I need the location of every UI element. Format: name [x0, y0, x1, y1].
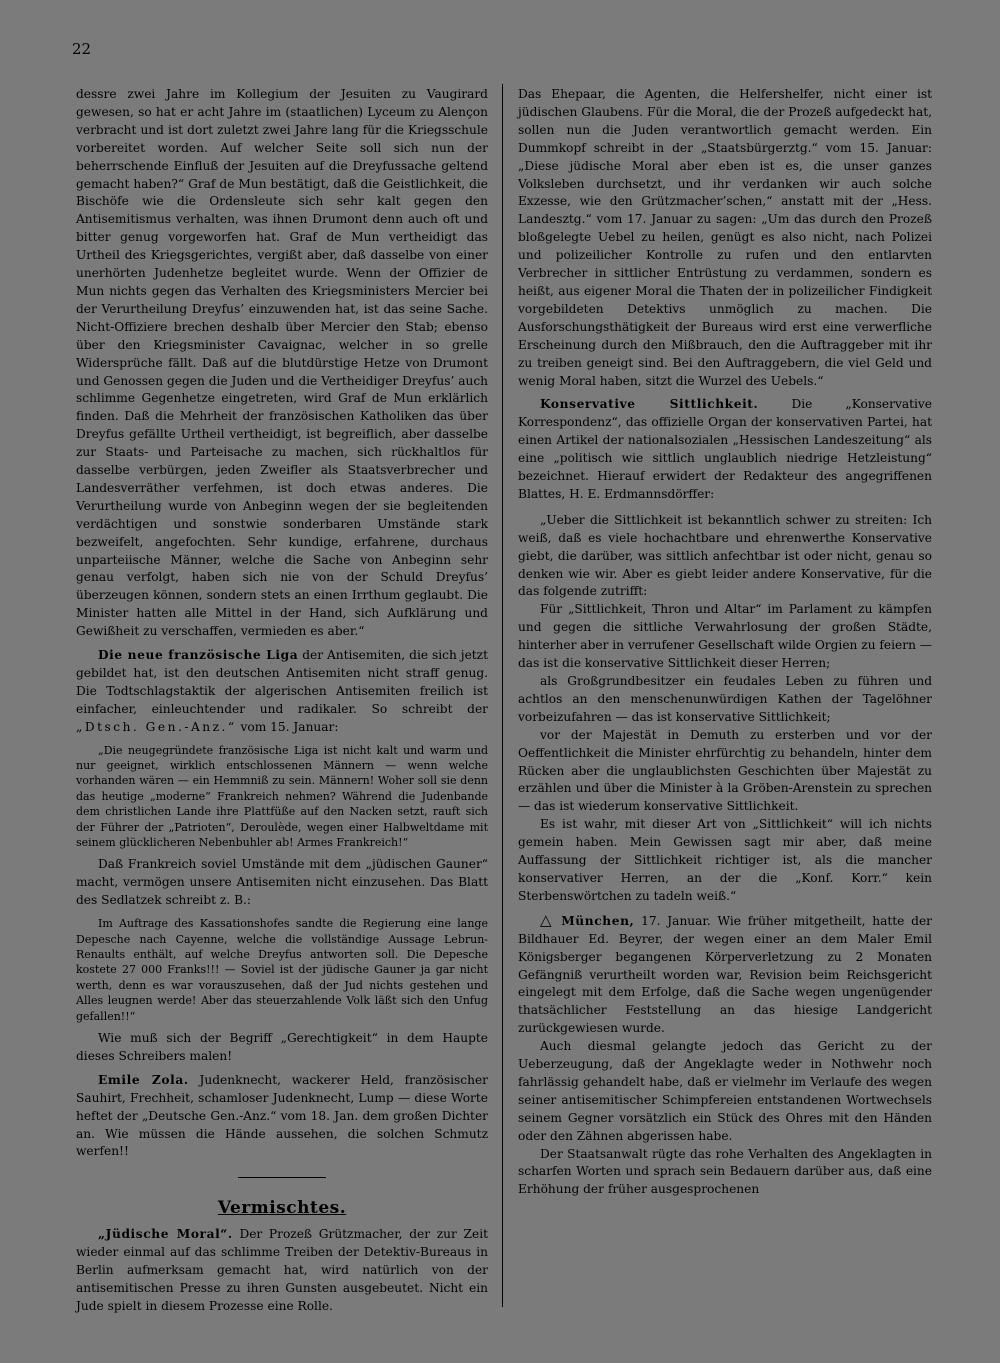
paragraph: „Ueber die Sittlichkeit ist bekanntlich schwer zu streiten: Ich weiß, daß es viele hochachtbare und ehrenwerthe Konservative giebt, die darüber, was sittlich anfechtbar ist oder nicht, genau so denken wie wir. Aber es giebt leider andere Konservative, für die das folgende zutrifft: — [518, 512, 932, 599]
paragraph: Das Ehepaar, die Agenten, die Helfershelfer, nicht einer ist jüdischen Glaubens. Für die Moral, die der Prozeß aufgedeckt hat, sollen nun die Juden verantwortlich gemacht werden. Ein Dummkopf schreibt in der „Staatsbürgerztg.“ vom 15. Januar: „Diese jüdische Moral aber eben ist es, die unser ganzes Volksleben durchsetzt, und ihr verdanken wir auch solche Exzesse, wie den Grützmacher’schen,“ anstatt mit der „Hess. Landesztg.“ vom 17. Januar zu sagen: „Um das durch den Prozeß bloßgelegte Uebel zu heilen, genügt es also nicht, nach Polizei und polizeilicher Kontrolle zu rufen und den entlarvten Verbrecher in sittlicher Entrüstung zu verdammen, sondern es heißt, aus eigener Moral die Thaten der in polizeilicher Findigkeit vorgebildeten Detektivs unmöglich zu machen. Die Ausforschungsthätigkeit der Bureaus wird erst eine verwerfliche Erscheinung durch den Mißbrauch, den die Auftraggeber mit ihr zu treiben geneigt sind. Bei den Auftraggebern, die viel Geld und wenig Moral haben, sitzt die Wurzel des Uebels.“ — [518, 87, 932, 388]
paragraph — [76, 1226, 488, 1316]
article-heading: Die neue französische Liga — [98, 648, 299, 663]
article-heading: München, — [561, 913, 635, 928]
paragraph-text: Judenknecht, wackerer Held, französischer Sauhirt, Frechheit, schamloser Judenknecht, Lump — diese Worte heftet der „Deutsche Gen.-Anz.“ vom 18. Jan. dem großen Dichter an. Wie müssen die Hände aussehen, die solchen Schmutz werfen!! — [76, 1072, 488, 1159]
paragraph — [76, 1072, 488, 1162]
block-quote: „Die neugegründete französische Liga ist nicht kalt und warm und nur geeignet, wirklich entschlossenen Männern — wenn welche vorhanden wären — ein Hemmniß zu sein. Männern! Woher soll sie denn das heutige „moderne“ Frankreich nehmen? Während die Judenbande dem christlichen Lande ihre Plattfüße auf den Nacken setzt, rauft sich der Führer der „Patrioten“, Deroulède, wegen einer Halbweltdame mit seinem glücklicheren Nebenbuhler ab! Armes Frankreich!“ — [76, 743, 488, 850]
paragraph: dessre zwei Jahre im Kollegium der Jesuiten zu Vaugirard gewesen, so hat er acht Jahre im (staatlichen) Lyceum zu Alençon verbracht und ist dort zuletzt zwei Jahre lang für die Kriegsschule vorbereitet worden. Auf welcher Seite soll sich nun der beherrschende Einfluß der Jesuiten auf die Dreyfussache geltend gemacht haben?“ Graf de Mun bestätigt, daß die Geistlichkeit, die Bischöfe wie die Ordensleute sich sehr kalt gegen den Antisemitismus verhalten, was ihnen Drumont denn auch oft und bitter genug vorgeworfen hat. Graf de Mun vertheidigt das Urtheil des Kriegsgerichtes, vergißt aber, daß dasselbe von einer unerhörten Judenhetze begleitet wurde. Wenn der Offizier de Mun nichts gegen das Verhalten des Kriegsministers Mercier bei der Verurtheilung Dreyfus’ einzuwenden hat, ist das seine Sache. Nicht-Offiziere brechen deshalb über Mercier den Stab; ebenso über den Kriegsminister Cavaignac, welcher in so grelle Widersprüche fällt. Daß auf die blutdürstige Hetze von Drumont und Genossen gegen die Juden und die Vertheidiger Dreyfus’ auch schlimme Gegenhetze eingetreten, wird Graf de Mun erklärlich finden. Daß die Mehrheit der französischen Katholiken das über Dreyfus gefällte Urtheil vertheidigt, ist begreiflich, aber dasselbe zur Staats- und Parteisache zu machen, sich rückhaltlos für dasselbe verbürgen, jeden Zweifler als Staatsverbrecher und Landesverräther verfehmen, ist doch etwas anderes. Die Verurtheilung wurde von Anbeginn wegen der sie begleitenden verdächtigen und sonstwie sonderbaren Umstände stark bezweifelt, angefochten. Sehr kundige, erfahrene, durchaus unparteiische Männer, welche die Sache von Anbeginn sehr genau verfolgt, haben sich nie von der Schuld Dreyfus’ überzeugen können, sondern stets an einen Irrthum geglaubt. Die Minister hatten alle Mittel in der Hand, sich Aufklärung und Gewißheit zu verschaffen, vermieden es aber.“ — [76, 87, 488, 639]
paragraph — [76, 647, 488, 737]
paragraph-text: vom 15. Januar: — [236, 719, 339, 734]
source-citation: „Dtsch. Gen.-Anz.“ — [76, 719, 237, 734]
section-title: Vermischtes. — [217, 1198, 347, 1219]
paragraph: Daß Frankreich soviel Umstände mit dem „jüdischen Gauner“ macht, vermögen unsere Antisemiten nicht einzusehen. Das Blatt des Sedlatzek schreibt z. B.: — [76, 857, 488, 908]
paragraph — [518, 912, 932, 1038]
paragraph: Es ist wahr, mit dieser Art von „Sittlichkeit“ will ich nichts gemein haben. Mein Gewissen sagt mir aber, daß meine Auffassung der Sittlichkeit richtiger ist, als die mancher konservativer Herren, an der die „Konf. Korr.“ kein Sterbenswörtchen zu tadeln weiß.“ — [518, 817, 932, 903]
paragraph-text: Der Prozeß Grützmacher, der zur Zeit wieder einmal auf das schlimme Treiben der Detektiv-Bureaus in Berlin aufmerksam gemacht hat, wird natürlich von der antisemitischen Presse zu ihren Gunsten ausgebeutet. Nicht ein Jude spielt in diesem Prozesse eine Rolle. — [76, 1227, 489, 1313]
paragraph: Auch diesmal gelangte jedoch das Gericht zu der Ueberzeugung, daß der Angeklagte weder in Nothwehr noch fahrlässig gehandelt habe, daß er vielmehr im Verlaufe des wegen seiner antisemitischer Schimpfereien entstandenen Wortwechsels seinem Gegner vorsätzlich ein Stück des Ohres mit den Händen oder den Zähnen abgerissen habe. — [518, 1039, 932, 1143]
paragraph-text: 17. Januar. Wie früher mitgetheilt, hatte der Bildhauer Ed. Beyrer, der wegen einer an dem Maler Emil Königsberger begangenen Körperverletzung zu 2 Monaten Gefängniß verurtheilt worden war, Revision beim Reichsgericht eingelegt mit dem Erfolge, daß die Sache wegen ungenügender thatsächlicher Feststellung an das hiesige Landgericht zurückgewiesen wurde. — [518, 913, 932, 1036]
paragraph — [518, 396, 932, 503]
section-divider — [238, 1177, 326, 1178]
page-number: 22 — [72, 40, 92, 58]
paragraph: Für „Sittlichkeit, Thron und Altar“ im Parlament zu kämpfen und gegen die sittliche Verwahrlosung der großen Städte, hinterher aber in verrufener Gesellschaft wilde Orgien zu feiern — das ist die konservative Sittlichkeit dieser Herren; — [518, 602, 932, 671]
paragraph: Wie muß sich der Begriff „Gerechtigkeit“ in dem Haupte dieses Schreibers malen! — [76, 1031, 488, 1063]
left-column — [76, 86, 488, 1316]
article-heading: Konservative Sittlichkeit. — [540, 397, 759, 412]
triangle-icon: △ — [540, 910, 555, 929]
paragraph-text: der Antisemiten, die sich jetzt gebildet hat, ist den deutschen Antisemiten nicht straff genug. Die Todtschlagstaktik der algerischen Antisemiten freilich ist einfacher, einleuchtender und radikaler. So schreibt der — [76, 648, 488, 716]
quoted-passage — [518, 512, 932, 906]
paragraph: Der Staatsanwalt rügte das rohe Verhalten des Angeklagten in scharfen Worten und sprach sein Bedauern darüber aus, daß eine Erhöhung der früher ausgesprochenen — [518, 1146, 932, 1197]
article-heading: „Jüdische Moral“. — [98, 1227, 233, 1242]
article-heading: Emile Zola. — [98, 1072, 189, 1087]
right-column — [518, 86, 932, 1199]
paragraph-text: Die „Konservative Korrespondenz“, das offizielle Organ der konservativen Partei, hat einen Artikel der nationalsozialen „Hessischen Landeszeitung“ als eine „politisch wie sittlich unglaublich niedrige Hetzleistung“ bezeichnet. Hierauf erwidert der Redakteur des angegriffenen Blattes, H. E. Erdmannsdörffer: — [518, 397, 933, 501]
paragraph: vor der Majestät in Demuth zu ersterben und vor der Oeffentlichkeit die Minister ehrfürchtig zu behandeln, hinter dem Rücken aber die unglaublichsten Geschichten über Majestät zu erzählen und über die Minister à la Gröben-Arenstein zu sprechen — das ist wiederum konservative Sittlichkeit. — [518, 727, 932, 814]
column-rule — [502, 84, 503, 1307]
paragraph: als Großgrundbesitzer ein feudales Leben zu führen und achtlos an den menschenunwürdigen Kathen der Tagelöhner vorbeizufahren — das ist konservative Sittlichkeit; — [518, 674, 932, 724]
block-quote: Im Auftrage des Kassationshofes sandte die Regierung eine lange Depesche nach Cayenne, welche die vollständige Aussage Lebrun-Renaults enthält, auf welche Dreyfus antworten soll. Die Depesche kostete 27 000 Franks!!! — Soviel ist der jüdische Gauner ja gar nicht werth, denn es war vorauszusehen, daß der Jud nichts gestehen und Alles leugnen werde! Aber das steuerzahlende Volk läßt sich den Unfug gefallen!!“ — [76, 917, 488, 1023]
